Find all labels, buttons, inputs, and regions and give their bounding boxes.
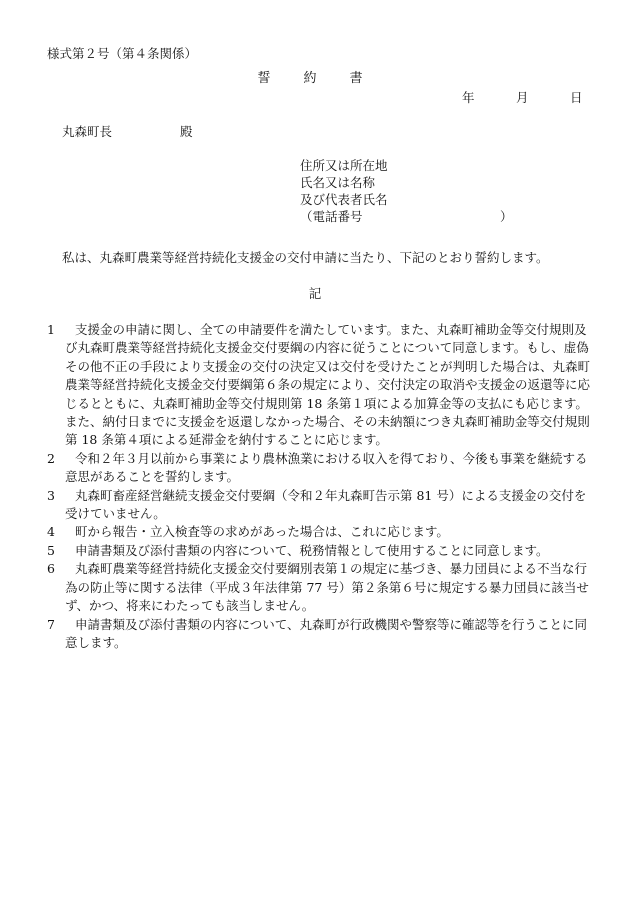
list-item xyxy=(47,523,595,541)
item-number: 2 xyxy=(47,450,55,466)
item-text: 町から報告・立入検査等の求めがあった場合は、これに応じます。 xyxy=(75,524,449,540)
list-item xyxy=(47,321,595,450)
item-text: 申請書類及び添付書類の内容について、税務情報として使用することに同意します。 xyxy=(75,542,549,558)
date-year: 年 xyxy=(462,90,475,105)
item-text: 申請書類及び添付書類の内容について、丸森町が行政機関や警察等に確認等を行うことに同意します。 xyxy=(65,616,588,650)
list-item xyxy=(47,487,595,524)
item-text: 令和２年３月以前から事業により農林漁業における収入を得ており、今後も事業を継続する意思があることを誓約します。 xyxy=(65,450,588,485)
item-number: 7 xyxy=(47,616,55,632)
applicant-name-label: 氏名又は名称 xyxy=(300,175,376,190)
pledge-statement: 私は、丸森町農業等経営持続化支援金の交付申請に当たり、下記のとおり誓約します。 xyxy=(62,250,549,265)
item-number: 6 xyxy=(47,561,55,577)
addressee xyxy=(62,122,193,140)
list-item xyxy=(47,450,595,487)
item-text: 丸森町畜産経営継続支援金交付要綱（令和２年丸森町告示第 81 号）による支援金の交付を受けていません。 xyxy=(65,487,587,522)
applicant-block xyxy=(300,157,513,225)
date-month: 月 xyxy=(516,90,529,105)
pledge-items xyxy=(47,321,595,652)
item-number: 3 xyxy=(47,487,55,503)
list-item xyxy=(47,542,595,560)
form-number: 様式第２号（第４条関係） xyxy=(47,46,198,61)
item-number: 1 xyxy=(47,322,55,337)
applicant-tel-label: （電話番号 xyxy=(300,209,363,224)
applicant-tel-close: ） xyxy=(500,209,513,224)
item-number: 4 xyxy=(47,524,55,540)
item-number: 5 xyxy=(47,542,55,558)
item-text: 丸森町農業等経営持続化支援金交付要綱別表第１の規定に基づき、暴力団員による不当な行為の防止等に関する法律（平成３年法律第 77 号）第２条第６号に規定する暴力団員に該当せず、かつ、将来にわたっても該当しません。 xyxy=(65,561,589,614)
list-item xyxy=(47,560,595,615)
item-text: 支援金の申請に関し、全ての申請要件を満たしています。また、丸森町補助金等交付規則及び丸森町農業等経営持続化支援金交付要綱の内容に従うことについて同意します。もし、虚偽その他不正の手段により支援金の交付の決定又は交付を受けたことが判明した場合は、丸森町農業等経営持続化支援金交付要綱第６条の規定により、交付決定の取消や支援金の返還等に応じるとともに、丸森町補助金等交付規則第 18 条第１項による加算金等の支払にも応じます。また、納付日までに支援金を返還しなかった場合、その未納額につき丸森町補助金等交付規則第 18 条第４項による延滞金を納付することに応じます。 xyxy=(65,322,591,448)
ki-heading: 記 xyxy=(308,286,322,301)
applicant-tel-line xyxy=(300,208,513,225)
applicant-representative-label: 及び代表者氏名 xyxy=(300,192,388,207)
addressee-name: 丸森町長 xyxy=(62,124,113,139)
date-day: 日 xyxy=(570,90,583,105)
list-item xyxy=(47,616,595,653)
applicant-address-label: 住所又は所在地 xyxy=(300,158,388,173)
addressee-honorific: 殿 xyxy=(180,124,193,139)
document-title: 誓 約 書 xyxy=(257,71,373,86)
